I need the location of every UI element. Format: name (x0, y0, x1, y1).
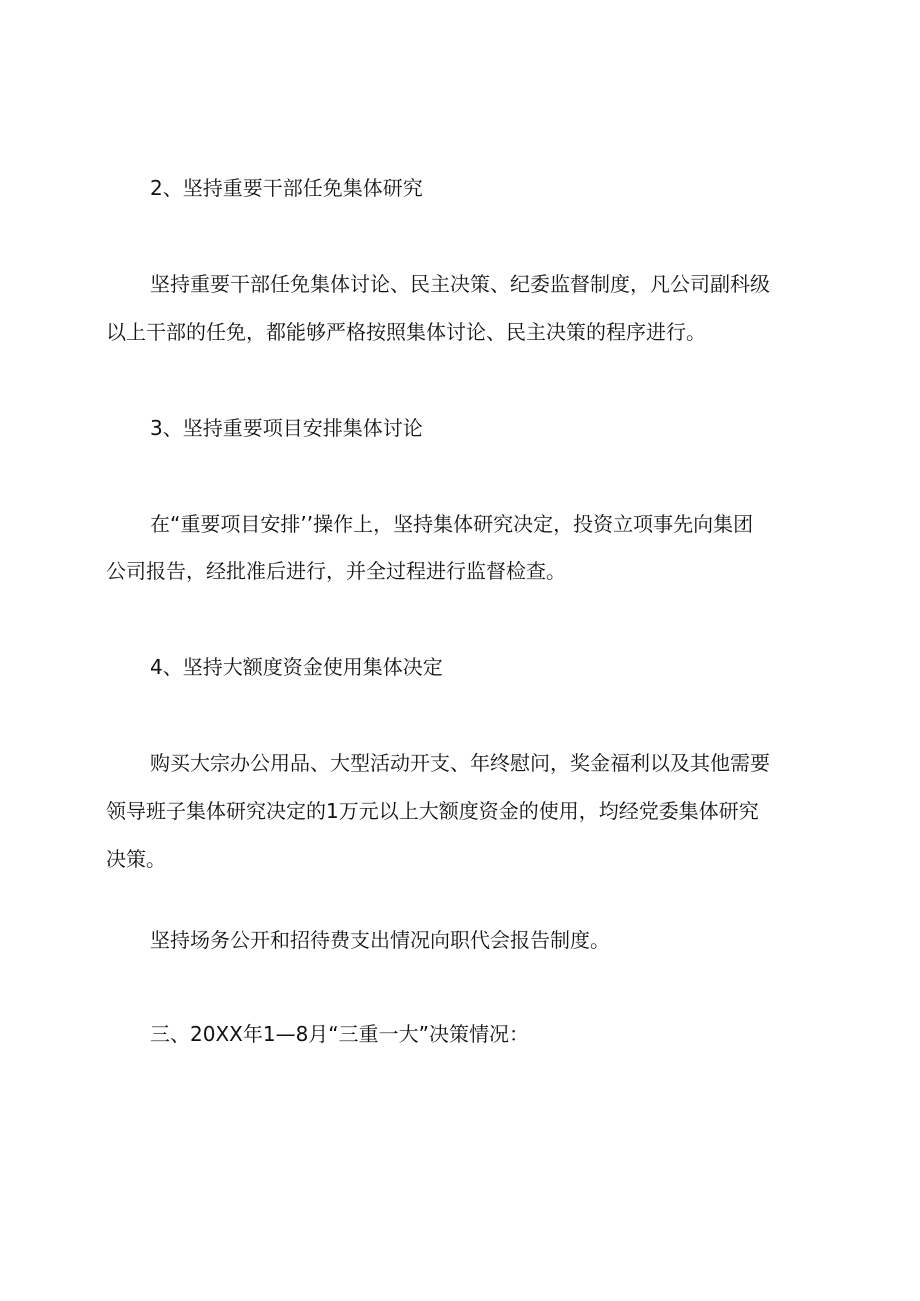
section-heading-three: 三、20XX年1—8月“三重一大”决策情况： (150, 1022, 530, 1046)
section-heading-2: 2、坚持重要干部任免集体研究 (150, 176, 423, 200)
paragraph-cadre-line-1: 坚持重要干部任免集体讨论、民主决策、纪委监督制度，凡公司副科级 (150, 272, 770, 296)
paragraph-disclosure: 坚持场务公开和招待费支出情况向职代会报告制度。 (150, 928, 610, 952)
paragraph-cadre-line-2: 以上干部的任免，都能够严格按照集体讨论、民主决策的程序进行。 (106, 320, 706, 344)
paragraph-funds-line-1: 购买大宗办公用品、大型活动开支、年终慰问，奖金福利以及其他需要 (150, 751, 770, 775)
section-heading-4: 4、坚持大额度资金使用集体决定 (150, 655, 443, 679)
section-heading-3: 3、坚持重要项目安排集体讨论 (150, 416, 423, 440)
paragraph-funds-line-2: 领导班子集体研究决定的1万元以上大额度资金的使用，均经党委集体研究 (106, 799, 759, 823)
paragraph-funds-line-3: 决策。 (106, 847, 166, 871)
paragraph-project-line-2: 公司报告，经批准后进行，并全过程进行监督检查。 (106, 559, 566, 583)
paragraph-project-line-1: 在“重要项目安排’’操作上，坚持集体研究决定，投资立项事先向集团 (150, 512, 754, 536)
